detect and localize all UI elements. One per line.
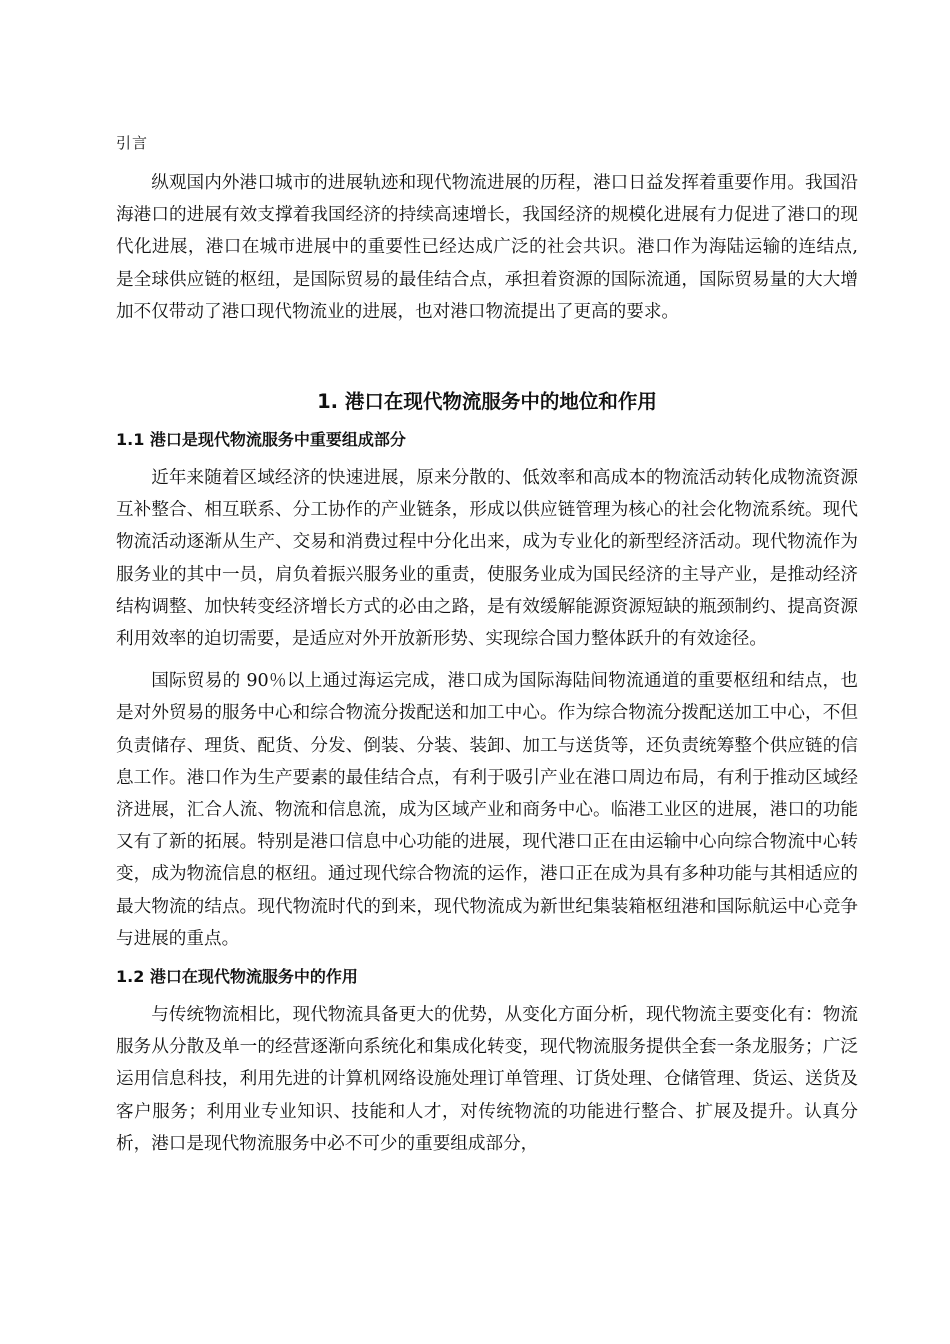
- paragraph-gap: [116, 655, 858, 665]
- section-1-title: 1. 港口在现代物流服务中的地位和作用: [317, 390, 657, 414]
- subsection-1-2-title: 1.2 港口在现代物流服务中的作用: [116, 967, 358, 987]
- subsection-1-2-paragraph-1: 与传统物流相比，现代物流具备更大的优势，从变化方面分析，现代物流主要变化有：物流服务从分散及单一的经营逐渐向系统化和集成化转变，现代物流服务提供全套一条龙服务；广泛运用信息科技，利用先进的计算机网络设施处理订单管理、订货处理、仓储管理、货运、送货及客户服务；利用业专业知识、技能和人才，对传统物流的功能进行整合、扩展及提升。认真分析，港口是现代物流服务中必不可少的重要组成部分，: [116, 1005, 858, 1154]
- intro-label: 引言: [116, 134, 149, 152]
- document-body: [116, 133, 858, 1160]
- subsection-1-1-paragraph-2: 国际贸易的 90％以上通过海运完成，港口成为国际海陆间物流通道的重要枢纽和结点，也是对外贸易的服务中心和综合物流分拨配送和加工中心。作为综合物流分拨配送加工中心，不但负责储存、理货、配货、分发、倒装、分装、装卸、加工与送货等，还负责统筹整个供应链的信息工作。港口作为生产要素的最佳结合点，有利于吸引产业在港口周边布局，有利于推动区域经济进展，汇合人流、物流和信息流，成为区域产业和商务中心。临港工业区的进展，港口的功能又有了新的拓展。特别是港口信息中心功能的进展，现代港口正在由运输中心向综合物流中心转变，成为物流信息的枢纽。通过现代综合物流的运作，港口正在成为具有多种功能与其相适应的最大物流的结点。现代物流时代的到来，现代物流成为新世纪集装箱枢纽港和国际航运中心竞争与进展的重点。: [116, 671, 858, 949]
- intro-paragraph: 纵观国内外港口城市的进展轨迹和现代物流进展的历程，港口日益发挥着重要作用。我国沿海港口的进展有效支撑着我国经济的持续高速增长，我国经济的规模化进展有力促进了港口的现代化进展，港口在城市进展中的重要性已经达成广泛的社会共识。港口作为海陆运输的连结点,是全球供应链的枢纽，是国际贸易的最佳结合点，承担着资源的国际流通，国际贸易量的大大增加不仅带动了港口现代物流业的进展，也对港口物流提出了更高的要求。: [116, 173, 858, 322]
- subsection-1-1-paragraph-1: 近年来随着区域经济的快速进展，原来分散的、低效率和高成本的物流活动转化成物流资源互补整合、相互联系、分工协作的产业链条，形成以供应链管理为核心的社会化物流系统。现代物流活动逐渐从生产、交易和消费过程中分化出来，成为专业化的新型经济活动。现代物流作为服务业的其中一员，肩负着振兴服务业的重责，使服务业成为国民经济的主导产业，是推动经济结构调整、加快转变经济增长方式的必由之路，是有效缓解能源资源短缺的瓶颈制约、提高资源利用效率的迫切需要，是适应对外开放新形势、实现综合国力整体跃升的有效途径。: [116, 468, 858, 650]
- subsection-1-1-title: 1.1 港口是现代物流服务中重要组成部分: [116, 430, 406, 450]
